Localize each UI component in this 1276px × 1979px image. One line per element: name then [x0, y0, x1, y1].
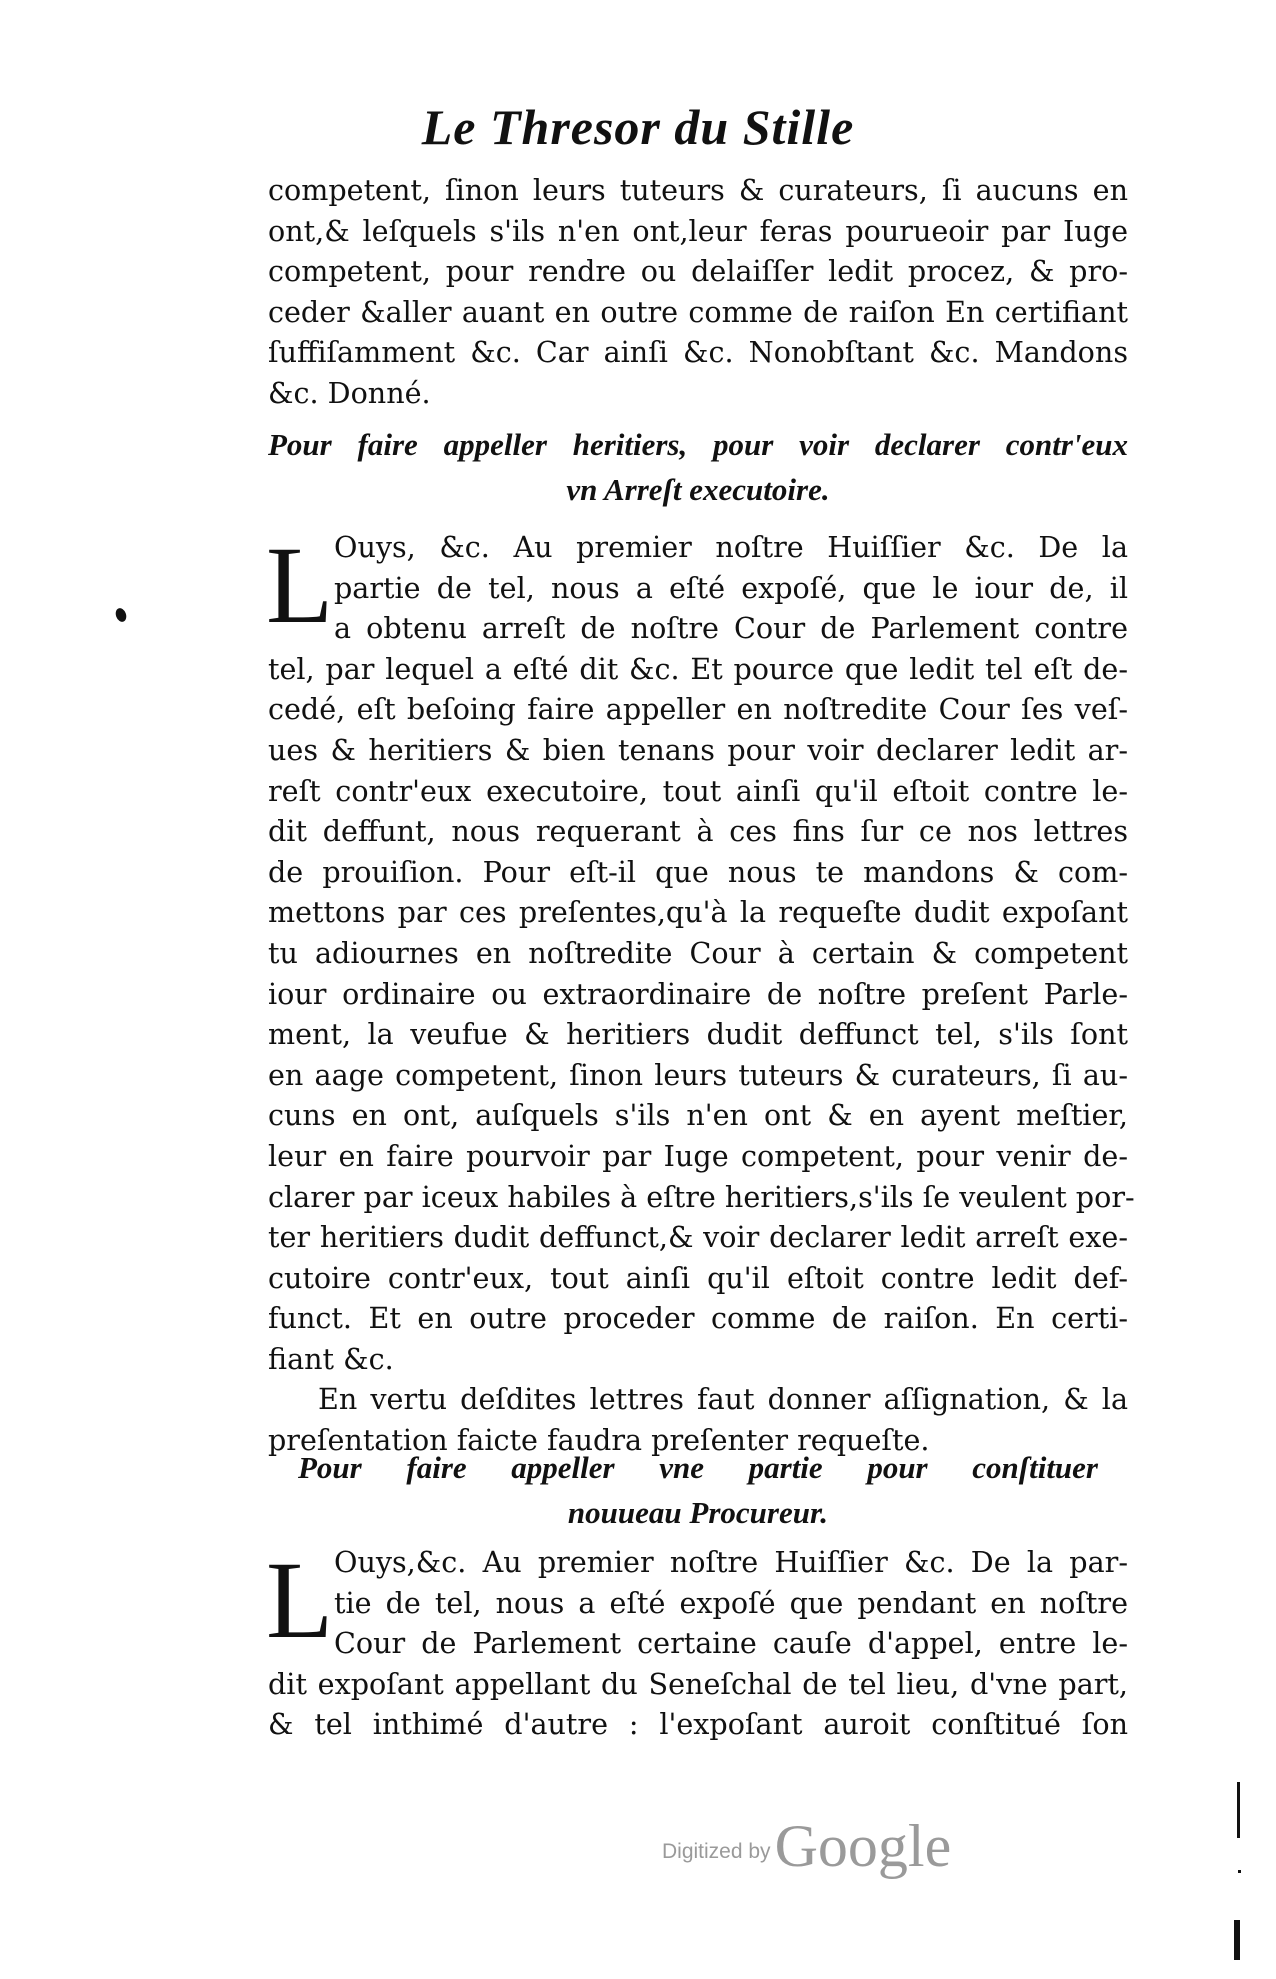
text-line: competent, pour rendre ou delaiſſer ledit procez, & pro- [268, 254, 1128, 289]
drop-cap: L [266, 1539, 334, 1661]
text-line: mettons par ces preſentes,qu'à la requeſte dudit expoſant [268, 895, 1128, 930]
text-line: de prouiſion. Pour eſt-il que nous te mandons & com- [268, 854, 1128, 889]
text-line: ues & heritiers & bien tenans pour voir declarer ledit ar- [268, 732, 1128, 767]
text-line: cuns en ont, auſquels s'ils n'en ont & en ayent meſtier, [268, 1098, 1128, 1133]
text-line: dit expoſant appellant du Seneſchal de tel lieu, d'vne part, [268, 1666, 1128, 1701]
section-heading-1 [268, 422, 1128, 512]
heading-line: nouueau Procureur. [567, 1495, 829, 1530]
text-line: reſt contr'eux executoire, tout ainſi qu'il eſtoit contre le- [268, 773, 1128, 808]
running-head: Le Thresor du Stille [421, 99, 855, 155]
margin-rule [1237, 1782, 1240, 1838]
ink-speck [1238, 1870, 1241, 1873]
text-line: ter heritiers dudit deffunct,& voir declarer ledit arreſt exe- [268, 1220, 1128, 1255]
text-line: iour ordinaire ou extraordinaire de noſtre preſent Parle- [268, 976, 1128, 1011]
text-line: en aage competent, ſinon leurs tuteurs & curateurs, ſi au- [268, 1057, 1128, 1092]
section-2-body [266, 1539, 1128, 1745]
text-line: cedé, eſt beſoing faire appeller en noſtredite Cour ſes veſ- [268, 692, 1128, 727]
text-line: fiant &c. [268, 1341, 394, 1376]
text-line: ont,& leſquels s'ils n'en ont,leur feras pourueoir par Iuge [268, 213, 1128, 248]
text-line: leur en faire pourvoir par Iuge competent, pour venir de- [268, 1138, 1128, 1173]
text-line: tie de tel, nous a eſté expoſé que pendant en noſtre [334, 1585, 1128, 1620]
text-line: & tel inthimé d'autre : l'expoſant auroit conſtitué ſon [268, 1707, 1128, 1742]
text-line: Ouys,&c. Au premier noſtre Huiſſier &c. De la par- [334, 1545, 1128, 1579]
text-line: tel, par lequel a eſté dit &c. Et pource que ledit tel eſt de- [268, 651, 1128, 686]
text-line: ſuffiſamment &c. Car ainſi &c. Nonobſtant &c. Mandons [268, 335, 1128, 370]
watermark-prefix: Digitized by [662, 1840, 771, 1863]
text-line: En vertu deſdites lettres faut donner aſſignation, & la [318, 1382, 1128, 1417]
heading-line: Pour faire appeller heritiers, pour voir declarer contr'eux [268, 427, 1128, 462]
heading-line: vn Arreſt executoire. [566, 472, 830, 507]
text-line: dit deffunt, nous requerant à ces fins ſur ce nos lettres [268, 814, 1128, 849]
text-line: tu adiournes en noſtredite Cour à certain & competent [268, 935, 1128, 970]
text-line: partie de tel, nous a eſté expoſé, que le iour de, il [334, 570, 1128, 605]
text-line: competent, ſinon leurs tuteurs & curateurs, ſi aucuns en [268, 173, 1128, 207]
continuation-paragraph [268, 170, 1128, 414]
text-line: Cour de Parlement certaine cauſe d'appel, entre le- [334, 1626, 1128, 1661]
section-1-body [266, 524, 1135, 1461]
text-line: cutoire contr'eux, tout ainſi qu'il eſtoit contre ledit def- [268, 1260, 1128, 1295]
google-logo: Google [774, 1813, 952, 1879]
text-line: clarer par iceux habiles à eſtre heritiers,s'ils ſe veulent por- [268, 1179, 1135, 1214]
drop-cap: L [266, 524, 334, 646]
text-line: ceder &aller auant en outre comme de raiſon En certifiant [268, 294, 1128, 329]
text-line: preſentation faicte faudra preſenter requeſte. [268, 1423, 930, 1458]
text-line: funct. Et en outre proceder comme de raiſon. En certi- [268, 1301, 1128, 1336]
margin-rule [1234, 1920, 1240, 1960]
text-line: ment, la veufue & heritiers dudit deffunct tel, s'ils ſont [268, 1017, 1128, 1052]
ink-speck [114, 607, 128, 624]
section-heading-2 [298, 1445, 1098, 1535]
text-line: &c. Donné. [268, 375, 431, 410]
text-line: Ouys, &c. Au premier noſtre Huiſſier &c. De la [334, 530, 1128, 564]
digitized-watermark [662, 1812, 951, 1881]
text-line: a obtenu arreſt de noſtre Cour de Parlement contre [334, 611, 1128, 646]
heading-line: Pour faire appeller vne partie pour conſtituer [298, 1450, 1098, 1485]
